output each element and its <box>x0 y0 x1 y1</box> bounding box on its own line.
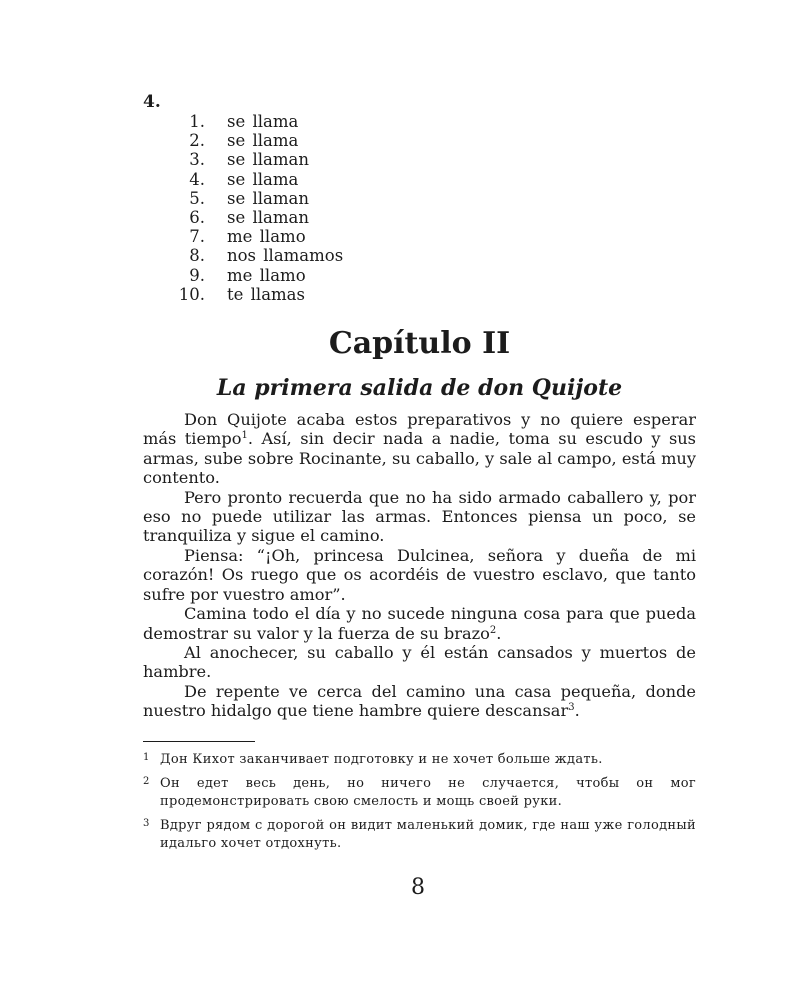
answer-item <box>143 131 696 150</box>
paragraph-text: . <box>496 623 502 643</box>
footnote-text: Дон Кихот заканчивает подготовку и не хочет больше ждать. <box>160 751 603 767</box>
paragraph <box>143 604 696 643</box>
footnote-ref: 3 <box>568 702 575 714</box>
footnote-text: Вдруг рядом с дорогой он видит маленький домик, где наш уже голодный идальго хочет отдохнуть. <box>160 817 696 851</box>
exercise-number: 4. <box>143 92 161 112</box>
footnote-mark: 1 <box>143 751 150 763</box>
answer-text: se llama <box>227 112 299 131</box>
answer-number: 5. <box>189 188 205 208</box>
answer-item <box>143 189 696 208</box>
footnotes <box>143 751 696 853</box>
paragraph-text: . <box>574 701 580 721</box>
answer-number: 1. <box>189 112 205 131</box>
footnote-ref: 1 <box>241 430 248 442</box>
answer-item <box>143 227 696 246</box>
answer-text: nos llamamos <box>227 246 344 266</box>
answer-number: 10. <box>178 284 205 304</box>
chapter-body <box>143 410 696 721</box>
answer-text: me llamo <box>227 227 306 247</box>
answer-text: se llaman <box>227 188 309 208</box>
answer-number: 6. <box>189 208 205 228</box>
answer-number: 3. <box>189 150 205 170</box>
answer-text: se llama <box>227 131 299 151</box>
paragraph: Al anochecer, su caballo y él están cansados y muertos de hambre. <box>143 642 696 682</box>
answer-number: 2. <box>189 131 205 151</box>
paragraph-text: De repente ve cerca del camino una casa pequeña, donde nuestro hidalgo que tiene hambre quiere descansar <box>143 681 696 721</box>
paragraph: Piensa: “¡Oh, princesa Dulcinea, señora y dueña de mi corazón! Os ruego que os acordéis de vuestro esclavo, que tanto sufre por vuestro amor”. <box>143 545 696 604</box>
answer-item <box>143 112 696 131</box>
answer-number: 7. <box>189 227 205 247</box>
answer-text: te llamas <box>227 284 305 304</box>
chapter-title: Capítulo II <box>328 326 511 362</box>
chapter-subtitle: La primera salida de don Quijote <box>216 375 623 402</box>
answer-item <box>143 285 696 304</box>
answer-text: se llaman <box>227 150 309 170</box>
paragraph: Pero pronto recuerda que no ha sido armado caballero y, por eso no puede utilizar las armas. Entonces piensa un poco, se tranquiliza y sigue el camino. <box>143 487 696 546</box>
footnote <box>143 817 696 853</box>
answer-text: se llama <box>227 169 299 189</box>
answer-text: me llamo <box>227 265 306 285</box>
paragraph-text: Don Quijote acaba estos preparativos y no quiere esperar más tiempo <box>143 410 696 449</box>
footnote <box>143 775 696 811</box>
answer-number: 9. <box>189 265 205 285</box>
footnote-mark: 3 <box>143 817 150 829</box>
answer-item <box>143 266 696 285</box>
footnote-text: Он едет весь день, но ничего не случается, чтобы он мог продемонстрировать свою смелость и мощь своей руки. <box>160 775 696 809</box>
paragraph <box>143 410 696 488</box>
footnote-ref: 2 <box>489 624 497 636</box>
paragraph <box>143 682 696 721</box>
paragraph-text: . Así, sin decir nada a nadie, toma su escudo y sus armas, sube sobre Rocinante, su caballo, y sale al campo, está muy contento. <box>143 429 696 488</box>
answer-item <box>143 150 696 169</box>
answer-list <box>143 112 696 304</box>
footnote-divider <box>143 741 255 742</box>
answer-item <box>143 208 696 227</box>
answer-item <box>143 246 696 265</box>
page-content <box>143 92 696 859</box>
answer-text: se llaman <box>227 208 309 228</box>
answer-number: 4. <box>189 169 205 189</box>
page-number: 8 <box>411 875 425 900</box>
footnote <box>143 751 696 769</box>
answer-item <box>143 170 696 189</box>
answer-number: 8. <box>189 246 205 266</box>
footnote-mark: 2 <box>143 775 150 787</box>
paragraph-text: Camina todo el día y no sucede ninguna cosa para que pueda demostrar su valor y la fuerza de su brazo <box>143 604 696 643</box>
